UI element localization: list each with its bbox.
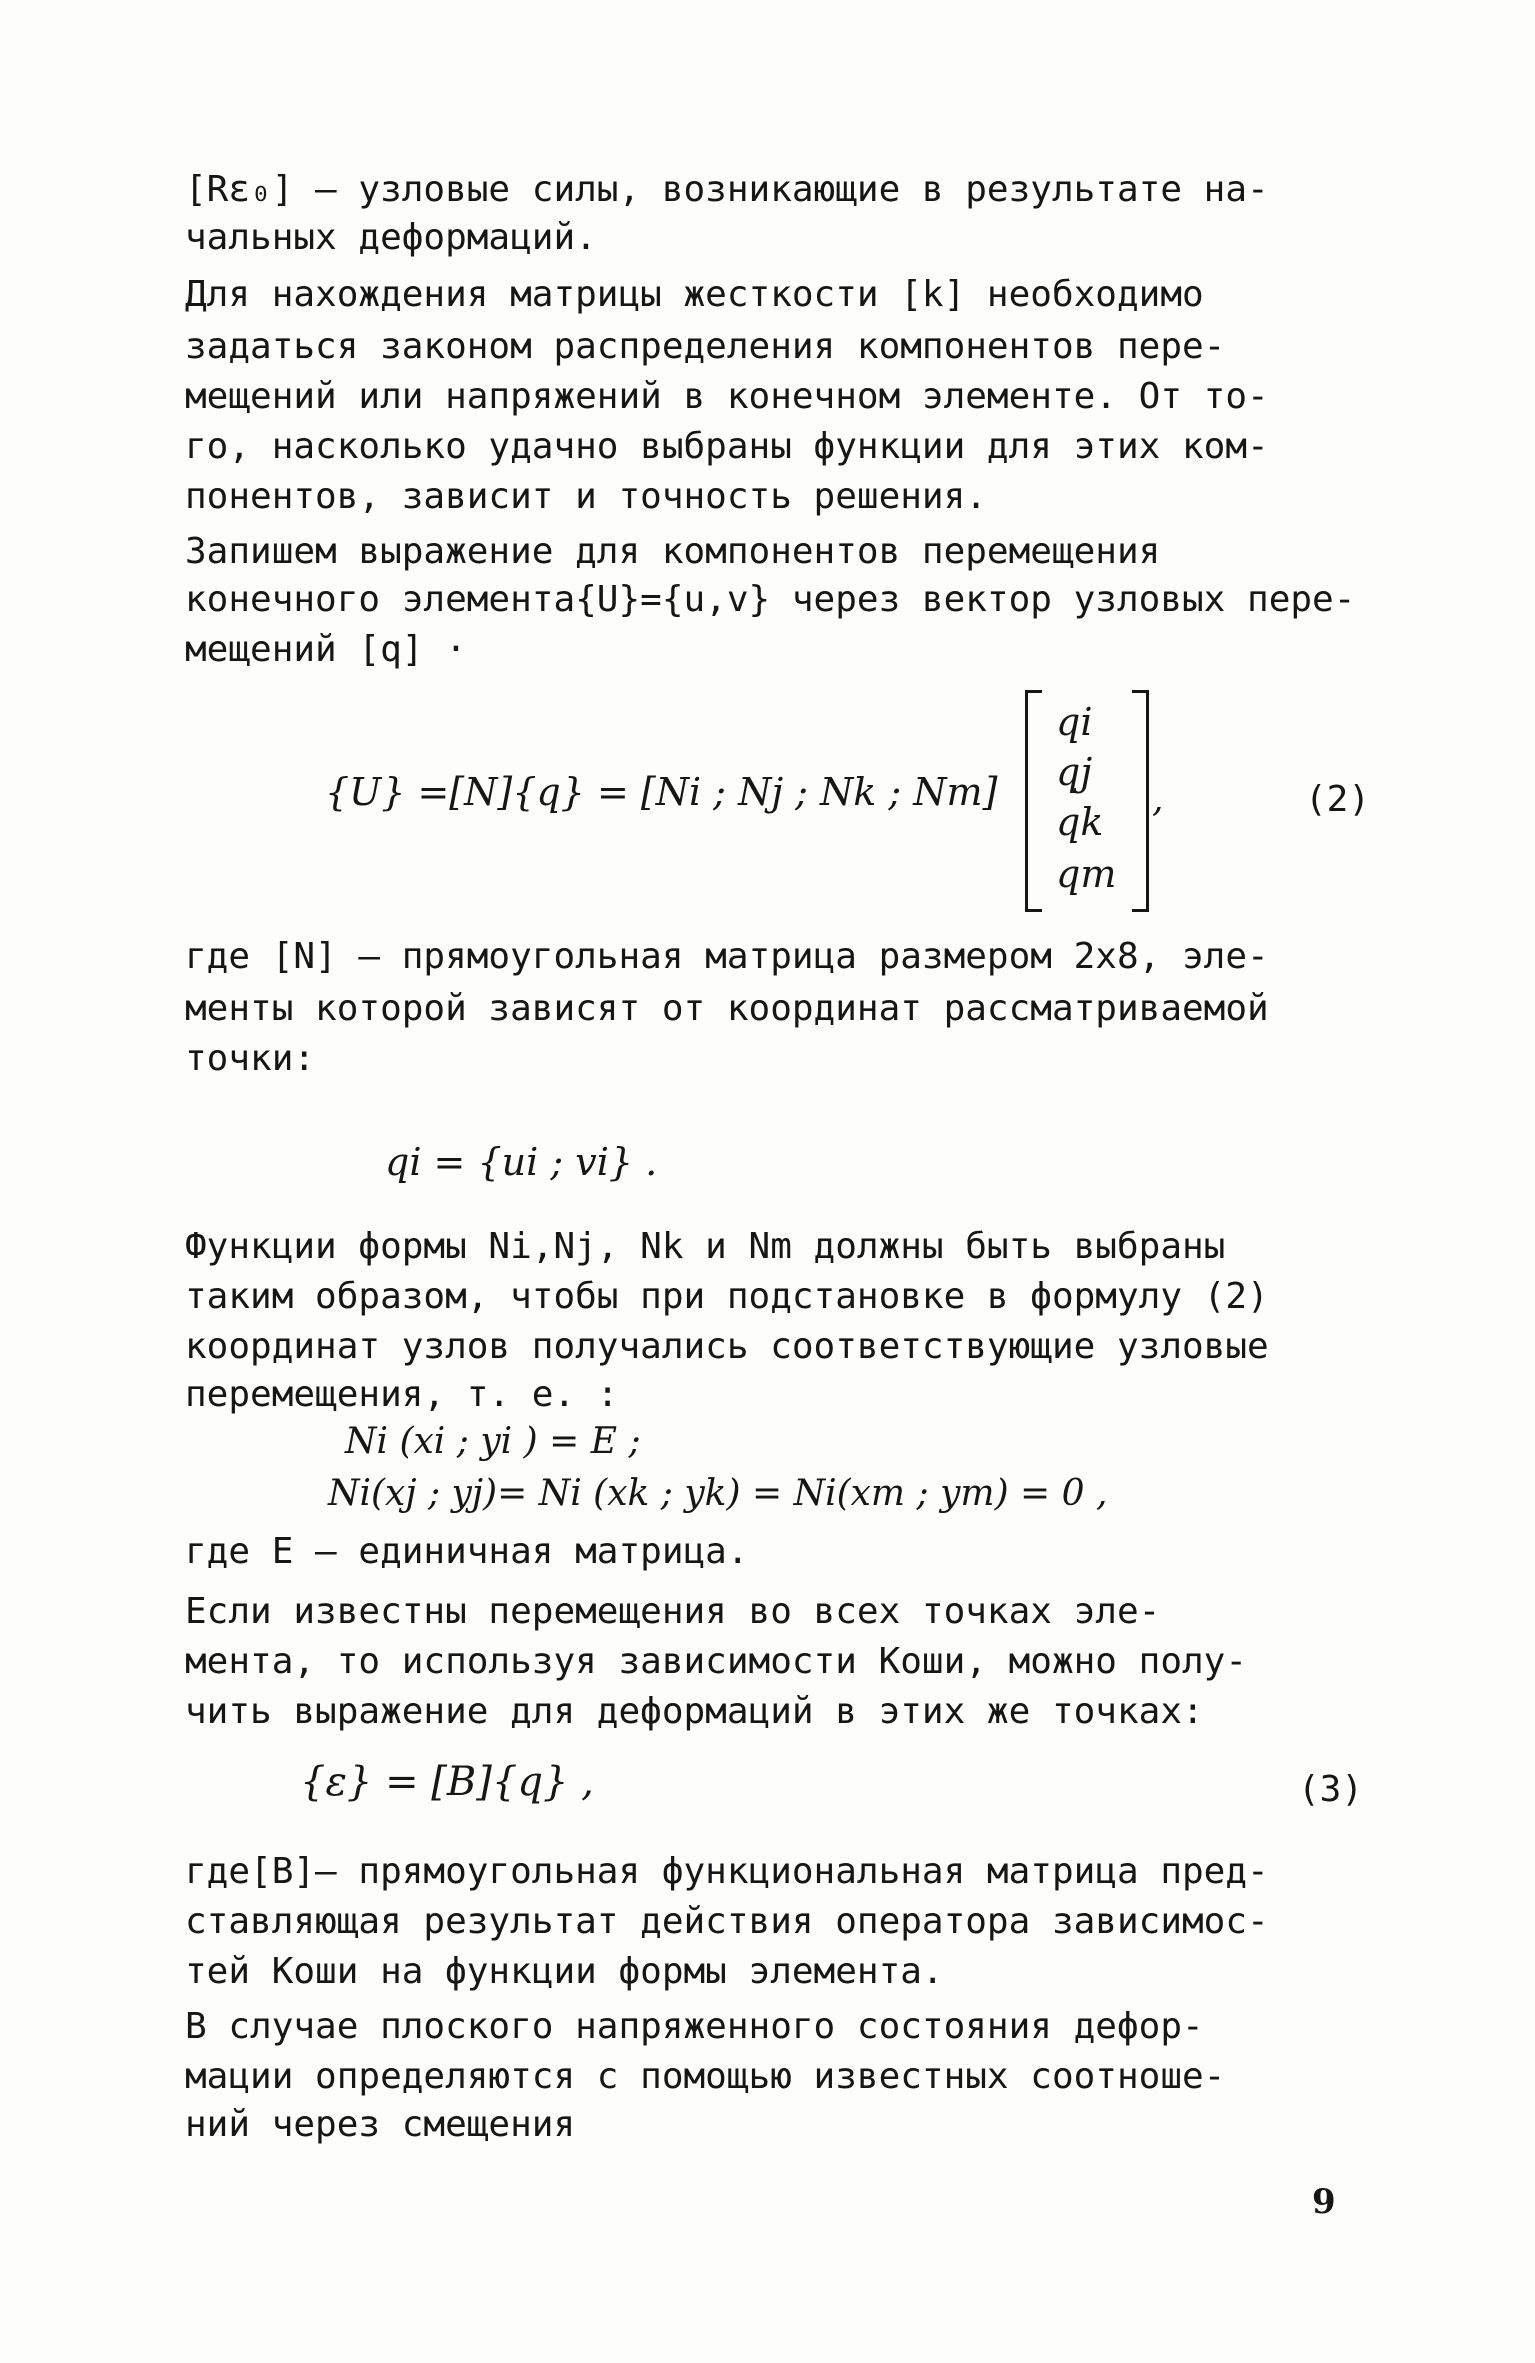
vector-entry: qm [1056, 852, 1117, 896]
text-line: где[B]– прямоугольная функциональная матрица пред- [185, 1851, 1269, 1892]
equation-3-number: (3) [1298, 1769, 1364, 1810]
text-line: мещений [q] · [185, 629, 467, 670]
text-line: тей Коши на функции формы элемента. [185, 1951, 944, 1992]
equation-2-lhs: {U} =[N]{q} = [Ni ; Nj ; Nk ; Nm] [325, 770, 998, 814]
text-line: менты которой зависят от координат рассматриваемой [185, 988, 1269, 1029]
vector-entry: qi [1056, 700, 1093, 744]
vector-entry: qj [1056, 750, 1093, 794]
text-line: понентов, зависит и точность решения. [185, 476, 987, 517]
text-line: мации определяются с помощью известных соотноше- [185, 2056, 1226, 2097]
page-number: 9 [1312, 2182, 1336, 2222]
vector-entry: qk [1056, 800, 1104, 844]
text-line: точки: [185, 1038, 316, 1079]
condition-1: Ni (xi ; yi ) = E ; [345, 1421, 641, 1462]
node-displacement-vector [1025, 690, 1149, 912]
equation-3: {ε} = [B]{q} , [300, 1759, 594, 1805]
text-line: чальных деформаций. [185, 217, 597, 258]
condition-2: Ni(xj ; yj)= Ni (xk ; yk) = Ni(xm ; ym) = 0 , [328, 1473, 1108, 1514]
qi-definition: qi = {ui ; vi} . [385, 1140, 658, 1184]
text-line: где E – единичная матрица. [185, 1531, 749, 1572]
text-line: В случае плоского напряженного состояния дефор- [185, 2006, 1204, 2047]
text-line: [Rε₀] – узловые силы, возникающие в результате на- [185, 169, 1269, 210]
text-line: задаться законом распределения компонентов пере- [185, 326, 1226, 367]
text-line: мента, то используя зависимости Коши, можно полу- [185, 1641, 1248, 1682]
text-line: перемещения, т. е. : [185, 1374, 619, 1415]
text-line: Запишем выражение для компонентов перемещения [185, 531, 1161, 572]
text-line: таким образом, чтобы при подстановке в формулу (2) [185, 1276, 1269, 1317]
text-line: где [N] – прямоугольная матрица размером 2x8, эле- [185, 936, 1269, 977]
text-line: ний через смещения [185, 2104, 576, 2145]
text-line: конечного элемента{U}={u,v} через вектор узловых пере- [185, 579, 1356, 620]
text-line: ставляющая результат действия оператора зависимос- [185, 1901, 1269, 1942]
text-line: Для нахождения матрицы жесткости [k] необходимо [185, 274, 1204, 315]
equation-2-number: (2) [1305, 779, 1371, 820]
text-line: Функции формы Ni,Nj, Nk и Nm должны быть выбраны [185, 1226, 1226, 1267]
text-line: го, насколько удачно выбраны функции для этих ком- [185, 426, 1269, 467]
text-line: чить выражение для деформаций в этих же точках: [185, 1691, 1204, 1732]
equation-2-comma: , [1152, 779, 1164, 820]
text-line: Если известны перемещения во всех точках эле- [185, 1591, 1161, 1632]
text-line: мещений или напряжений в конечном элементе. От то- [185, 376, 1269, 417]
text-line: координат узлов получались соответствующие узловые [185, 1326, 1269, 1367]
